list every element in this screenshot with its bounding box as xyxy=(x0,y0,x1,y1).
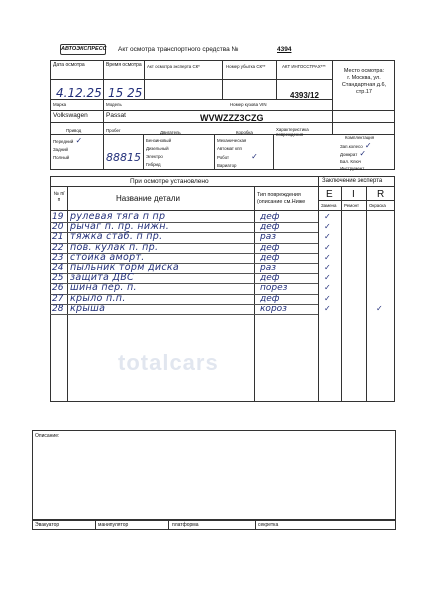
replace-mark: ✓ xyxy=(324,222,331,232)
place-label: Место осмотра: xyxy=(343,68,385,74)
sub-i-header: Ремонт xyxy=(344,203,360,208)
platform-label: платформа xyxy=(172,522,199,528)
col-r-header: R xyxy=(377,189,385,200)
logo-text: АВТОЭКСПРЕСС xyxy=(61,46,107,52)
replace-mark: ✓ xyxy=(324,283,331,293)
model-label: Модель xyxy=(106,102,122,107)
row-number: 19 xyxy=(52,212,64,222)
gearbox-label: Коробка xyxy=(236,130,253,135)
date-label: Дата осмотра xyxy=(53,62,85,68)
time-label: Время осмотра xyxy=(106,62,142,68)
secretka-label: секретка xyxy=(258,522,279,528)
drive-options: Передний ✓ Задний Полный xyxy=(53,136,83,160)
loss-number-label: Номер убытка СК** xyxy=(226,64,266,69)
gearbox-robot-check: ✓ xyxy=(251,152,258,161)
row-number: 26 xyxy=(52,283,64,294)
col-i-header: I xyxy=(352,189,355,200)
notes-box xyxy=(32,430,396,520)
model-value: Passat xyxy=(106,112,126,119)
part-name: крыло п.п. xyxy=(70,292,126,304)
row-number: 21 xyxy=(52,232,64,243)
part-name: защита ДВС xyxy=(70,272,134,284)
part-name: крыша xyxy=(70,302,106,314)
loss-number-value: 4393/12 xyxy=(290,91,319,100)
gearbox-options: Механическая Автомат кпп Робот ✓ Вариатор xyxy=(217,138,258,168)
row-number: 24 xyxy=(52,263,64,273)
part-name: рычаг п. пр. нижн. xyxy=(70,221,170,233)
paint-mark: ✓ xyxy=(376,303,383,313)
replace-mark: ✓ xyxy=(324,293,331,303)
col-type-header: Тип повреждения (описание см.Ниже xyxy=(257,192,306,205)
part-name: стойка аморт. xyxy=(70,251,145,263)
inspection-place xyxy=(335,68,393,96)
mileage-label: Пробег xyxy=(106,128,121,133)
manipulator-label: манипулятор xyxy=(98,522,129,528)
part-name: шина пер. п. xyxy=(70,282,137,294)
services-row xyxy=(32,520,396,530)
kit-options: Зап.колесо ✓ Домкрат ✓ Бал. Ключ Инструмент xyxy=(340,141,372,171)
act-number: 4394 xyxy=(277,46,292,53)
col-e-header: E xyxy=(326,189,333,200)
row-number: 23 xyxy=(52,252,64,263)
expert-act-label: Акт осмотра эксперта СК* xyxy=(147,64,200,69)
logo xyxy=(60,44,106,55)
row-divider xyxy=(50,314,318,315)
part-name: тяжка стаб. п пр. xyxy=(70,231,163,243)
col-name-header: Название детали xyxy=(116,194,180,203)
row-number: 25 xyxy=(52,273,64,284)
sub-e-header: Замена xyxy=(321,203,337,208)
replace-mark: ✓ xyxy=(324,232,331,242)
engine-label: Двигатель xyxy=(160,130,181,135)
drive-front-check: ✓ xyxy=(73,136,83,145)
part-name: пов. кулак п. пр. xyxy=(70,241,159,253)
kit-label: Комплектация xyxy=(345,135,375,140)
replace-mark: ✓ xyxy=(324,212,331,221)
replace-mark: ✓ xyxy=(324,263,331,272)
replace-mark: ✓ xyxy=(324,273,331,283)
damage-label: Характеристика повреждения xyxy=(276,127,309,137)
place-value: г. Москва, ул. Стандартная д.6, стр.17 xyxy=(341,75,387,95)
evacuator-label: Эвакуатор xyxy=(35,522,60,528)
damage-type: деф xyxy=(260,252,280,263)
damage-type: деф xyxy=(260,242,280,253)
part-name: пыльник торм диска xyxy=(70,262,180,273)
time-value: 15 25 xyxy=(108,86,143,100)
replace-mark: ✓ xyxy=(324,303,331,313)
row-number: 22 xyxy=(52,242,64,253)
vin-label: Номер кузова VIN xyxy=(230,102,267,107)
vin-value: WVWZZZ3CZG xyxy=(200,113,264,123)
row-number: 28 xyxy=(52,303,64,314)
replace-mark: ✓ xyxy=(324,252,331,262)
brand-label: Марка xyxy=(53,102,67,107)
damage-type: деф xyxy=(260,222,280,233)
engine-options: Бензиновый Дизельный Электро Гибрид xyxy=(146,138,172,167)
damage-type: раз xyxy=(260,263,277,273)
replace-mark: ✓ xyxy=(324,242,331,252)
watermark: totalcars xyxy=(118,350,219,375)
drive-label: Привод xyxy=(66,128,82,133)
damage-type: деф xyxy=(260,212,280,222)
damage-type: раз xyxy=(260,232,277,243)
insurer-label: АКТ ИНГОССТРАХ*** xyxy=(282,64,326,69)
form-title: Акт осмотра транспортного средства № xyxy=(118,46,239,53)
mileage-value: 88815 xyxy=(106,151,141,164)
row-number: 27 xyxy=(52,293,64,304)
col-no-header: № п/п xyxy=(53,191,65,203)
damage-type: деф xyxy=(260,293,280,304)
row-number: 20 xyxy=(52,222,64,233)
damage-type: порез xyxy=(260,283,288,294)
brand-value: Volkswagen xyxy=(53,112,88,119)
date-value: 4.12.25 xyxy=(56,86,102,100)
findings-title: При осмотре установлено xyxy=(130,178,209,185)
notes-label: Описание: xyxy=(35,433,60,439)
damage-type: короз xyxy=(260,303,287,314)
expert-title: Заключение эксперта xyxy=(322,178,383,184)
damage-type: деф xyxy=(260,273,280,284)
sub-r-header: Окраска xyxy=(369,203,386,208)
part-name: рулевая тяга п пр xyxy=(70,211,166,222)
